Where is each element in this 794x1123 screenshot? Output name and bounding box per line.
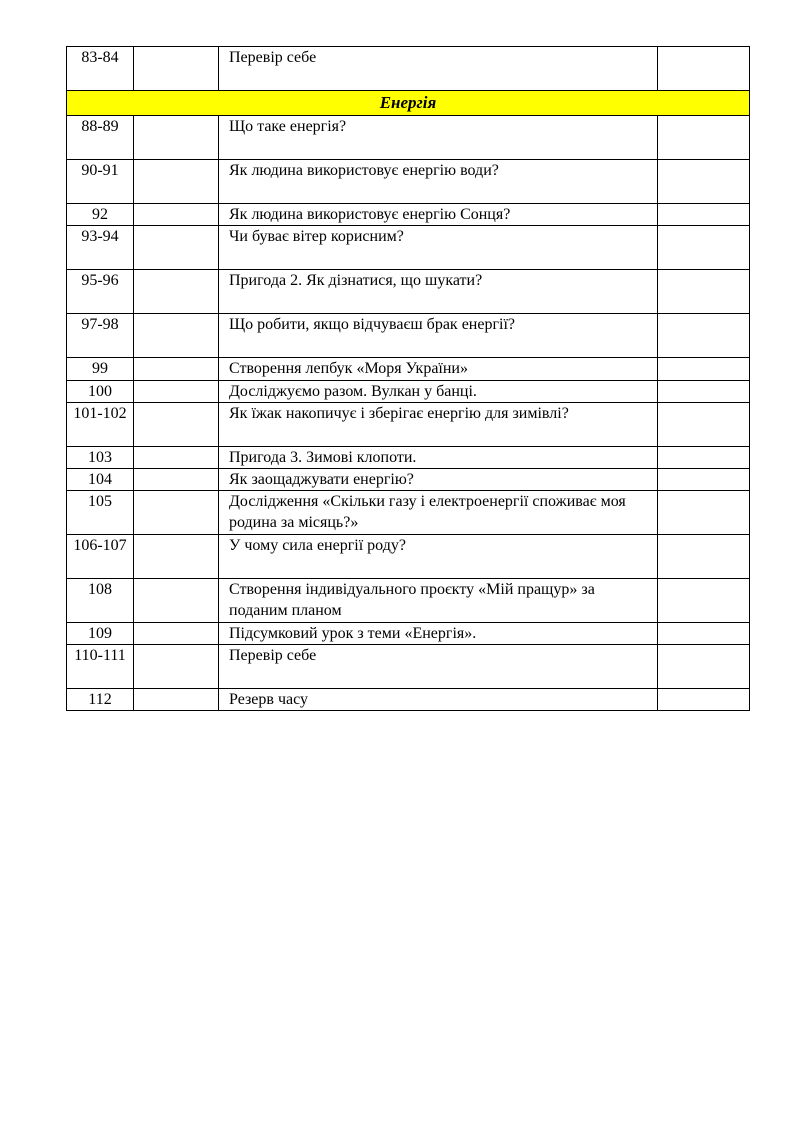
lesson-number: 92 — [67, 204, 134, 226]
lesson-number: 100 — [67, 381, 134, 403]
table-row — [67, 204, 750, 226]
date-cell — [134, 47, 219, 91]
table-row — [67, 270, 750, 314]
date-cell — [134, 226, 219, 270]
lesson-plan-table — [66, 46, 750, 711]
note-cell — [658, 381, 750, 403]
note-cell — [658, 314, 750, 358]
lesson-number: 99 — [67, 358, 134, 381]
lesson-topic: Пригода 3. Зимові клопоти. — [219, 447, 658, 469]
table-row — [67, 469, 750, 491]
table-row — [67, 447, 750, 469]
date-cell — [134, 447, 219, 469]
table-row — [67, 645, 750, 689]
lesson-number: 105 — [67, 491, 134, 535]
lesson-number: 103 — [67, 447, 134, 469]
table-row — [67, 535, 750, 579]
note-cell — [658, 116, 750, 160]
date-cell — [134, 270, 219, 314]
date-cell — [134, 645, 219, 689]
note-cell — [658, 469, 750, 491]
table-row — [67, 623, 750, 645]
lesson-topic: Створення лепбук «Моря України» — [219, 358, 658, 381]
date-cell — [134, 204, 219, 226]
lesson-topic: Резерв часу — [219, 689, 658, 711]
note-cell — [658, 491, 750, 535]
lesson-topic: Перевір себе — [219, 645, 658, 689]
date-cell — [134, 160, 219, 204]
date-cell — [134, 403, 219, 447]
lesson-number: 88-89 — [67, 116, 134, 160]
lesson-topic: Пригода 2. Як дізнатися, що шукати? — [219, 270, 658, 314]
note-cell — [658, 226, 750, 270]
lesson-topic: Як людина використовує енергію Сонця? — [219, 204, 658, 226]
table-row — [67, 491, 750, 535]
lesson-number: 101-102 — [67, 403, 134, 447]
date-cell — [134, 491, 219, 535]
lesson-number: 93-94 — [67, 226, 134, 270]
note-cell — [658, 358, 750, 381]
lesson-number: 83-84 — [67, 47, 134, 91]
table-row — [67, 314, 750, 358]
date-cell — [134, 579, 219, 623]
date-cell — [134, 381, 219, 403]
note-cell — [658, 689, 750, 711]
table-row — [67, 358, 750, 381]
lesson-number: 106-107 — [67, 535, 134, 579]
note-cell — [658, 204, 750, 226]
table-row — [67, 689, 750, 711]
lesson-number: 110-111 — [67, 645, 134, 689]
table-row — [67, 116, 750, 160]
table-row — [67, 47, 750, 91]
note-cell — [658, 579, 750, 623]
lesson-number: 109 — [67, 623, 134, 645]
table-row — [67, 403, 750, 447]
table-row — [67, 579, 750, 623]
lesson-topic: Досліджуємо разом. Вулкан у банці. — [219, 381, 658, 403]
lesson-topic: Створення індивідуального проєкту «Мій пращур» за поданим планом — [219, 579, 658, 623]
lesson-topic: Перевір себе — [219, 47, 658, 91]
lesson-topic: Як заощаджувати енергію? — [219, 469, 658, 491]
section-header-row — [67, 91, 750, 116]
date-cell — [134, 469, 219, 491]
note-cell — [658, 645, 750, 689]
lesson-topic: Що таке енергія? — [219, 116, 658, 160]
date-cell — [134, 314, 219, 358]
note-cell — [658, 47, 750, 91]
note-cell — [658, 447, 750, 469]
note-cell — [658, 160, 750, 204]
note-cell — [658, 623, 750, 645]
note-cell — [658, 403, 750, 447]
lesson-number: 108 — [67, 579, 134, 623]
lesson-topic: Як їжак накопичує і зберігає енергію для зимівлі? — [219, 403, 658, 447]
lesson-topic: Як людина використовує енергію води? — [219, 160, 658, 204]
note-cell — [658, 270, 750, 314]
table-row — [67, 381, 750, 403]
section-title: Енергія — [67, 91, 750, 116]
table-row — [67, 160, 750, 204]
date-cell — [134, 535, 219, 579]
lesson-topic: Чи буває вітер корисним? — [219, 226, 658, 270]
lesson-number: 95-96 — [67, 270, 134, 314]
lesson-topic: Дослідження «Скільки газу і електроенергії споживає моя родина за місяць?» — [219, 491, 658, 535]
lesson-number: 112 — [67, 689, 134, 711]
table-row — [67, 226, 750, 270]
date-cell — [134, 116, 219, 160]
lesson-topic: Що робити, якщо відчуваєш брак енергії? — [219, 314, 658, 358]
date-cell — [134, 358, 219, 381]
lesson-topic: Підсумковий урок з теми «Енергія». — [219, 623, 658, 645]
lesson-topic: У чому сила енергії роду? — [219, 535, 658, 579]
date-cell — [134, 689, 219, 711]
lesson-number: 97-98 — [67, 314, 134, 358]
note-cell — [658, 535, 750, 579]
lesson-number: 104 — [67, 469, 134, 491]
date-cell — [134, 623, 219, 645]
lesson-number: 90-91 — [67, 160, 134, 204]
